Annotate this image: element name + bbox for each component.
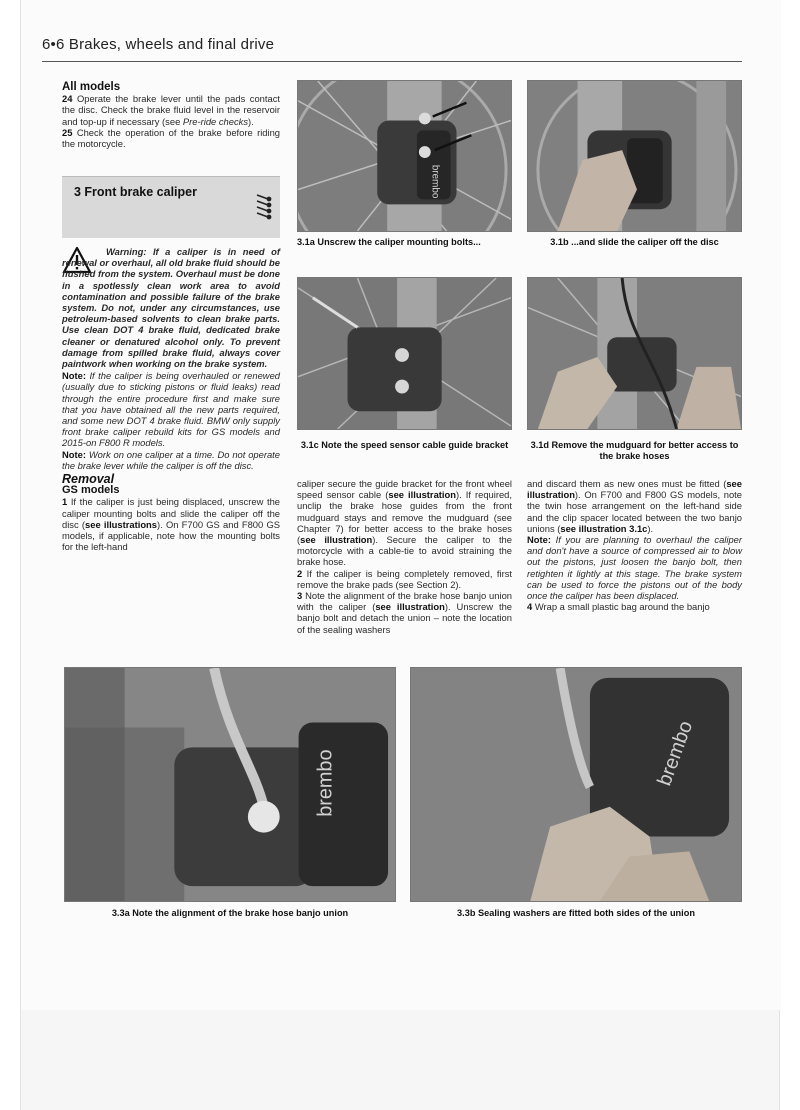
gs-models-heading: GS models [62, 484, 120, 497]
caption-3-1a: 3.1a Unscrew the caliper mounting bolts... [297, 237, 481, 247]
caliper-brand-text-large-2: brembo [653, 718, 698, 789]
photo-3-1a [297, 80, 512, 232]
middle-column-text [297, 478, 512, 635]
paragraph-25: 25 Check the operation of the brake before riding the motorcycle. [62, 126, 281, 150]
spanner-rating-icon [254, 191, 272, 227]
paragraph-3: 3 Note the alignment of the brake hose banjo union with the caliper (see illustration). Unscrew the banjo bolt and detach the union – note the location of the sealing washers [297, 590, 513, 635]
photo-3-1d [527, 277, 742, 430]
warning-block [62, 246, 280, 552]
caliper-brand-text: brembo [429, 164, 441, 199]
note-overhaul-caliper: Note: If you are planning to overhaul the caliper and don't have a source of compressed air to blow out the pistons, just loosen the banjo bolt, then retighten it lightly at this stage. The brake system can be used to force the pistons out of the body once the caliper has been displaced. [527, 534, 742, 602]
right-column-text [527, 478, 742, 612]
photo-3-1b [527, 80, 742, 232]
page-header [42, 36, 742, 62]
caption-3-1b: 3.1b ...and slide the caliper off the disc [550, 237, 719, 247]
note-overhaul: Note: If the caliper is being overhauled or renewed (usually due to sticking pistons or fluid leaks) read through the entire procedure first and make sure that you have obtained all the new parts required, and some new DOT 4 brake fluid. BMW only supply front brake caliper rebuild kits for GS models and 2015-on F800 R models. [62, 370, 280, 449]
photo-3-3b [410, 667, 742, 902]
paragraph-1: 1 If the caliper is just being displaced, unscrew the caliper mounting bolts and slide the caliper off the disc (see illustrations). On F700 GS and F800 GS models, if applicable, note how the mounting bolts for the left-hand [62, 496, 280, 553]
caption-3-1d: 3.1d Remove the mudguard for better access to the brake hoses [530, 440, 739, 461]
all-models-block [62, 82, 280, 149]
caption-3-3a: 3.3a Note the alignment of the brake hose banjo union [111, 908, 349, 918]
removal-heading: Removal [62, 472, 115, 487]
paragraph-2: 2 If the caliper is being completely removed, first remove the brake pads (see Section 2). [297, 567, 512, 590]
caliper-guide-paragraph: caliper secure the guide bracket for the front wheel speed sensor cable (see illustration). If required, unclip the brake hose guides from the front mudguard stays and remove the mudguard (see Chapter 7) for better access to the brake hoses (see illustration). Secure the caliper to the motorcycle with a cable-tie to avoid straining the brake hose. [297, 478, 512, 568]
all-models-heading: All models [62, 81, 121, 93]
section-title: 3 Front brake caliper [74, 185, 197, 199]
photo-3-1c [297, 277, 512, 430]
caption-3-1c: 3.1c Note the speed sensor cable guide bracket [300, 440, 509, 450]
page-title: 6•6 Brakes, wheels and final drive [42, 36, 275, 53]
caliper-brand-text-large: brembo [314, 749, 337, 817]
section-heading-box [62, 176, 280, 238]
photo-3-3a [64, 667, 396, 902]
note-one-caliper: Note: Work on one caliper at a time. Do not operate the brake lever while the caliper is off the disc. [62, 448, 280, 471]
warning-text: Warning: If a caliper is in need of renewal or overhaul, all old brake fluid should be flushed from the system. Overhaul must be done in a spotlessly clean work area to avoid contamination and possible failure of the brake system. Do not, under any circumstances, use petroleum-based solvents to clean brake parts. Use clean DOT 4 brake fluid, dedicated brake cleaner or denatured alcohol only. To prevent damage from spilled brake fluid, always cover paintwork when working on the brake system. [62, 246, 280, 370]
paragraph-4: 4 Wrap a small plastic bag around the banjo [527, 601, 710, 613]
discard-washers-paragraph: and discard them as new ones must be fitted (see illustration). On F700 and F800 GS models, note the twin hose arrangement on the left-hand side and the clip spacer located between the two banjo unions (see illustration 3.1c). [527, 478, 742, 534]
caption-3-3b: 3.3b Sealing washers are fitted both sides of the union [457, 908, 695, 918]
paragraph-24: 24 Operate the brake lever until the pads contact the disc. Check the brake fluid level in the reservoir and top-up if necessary (see Pre-ride checks). [62, 93, 280, 127]
